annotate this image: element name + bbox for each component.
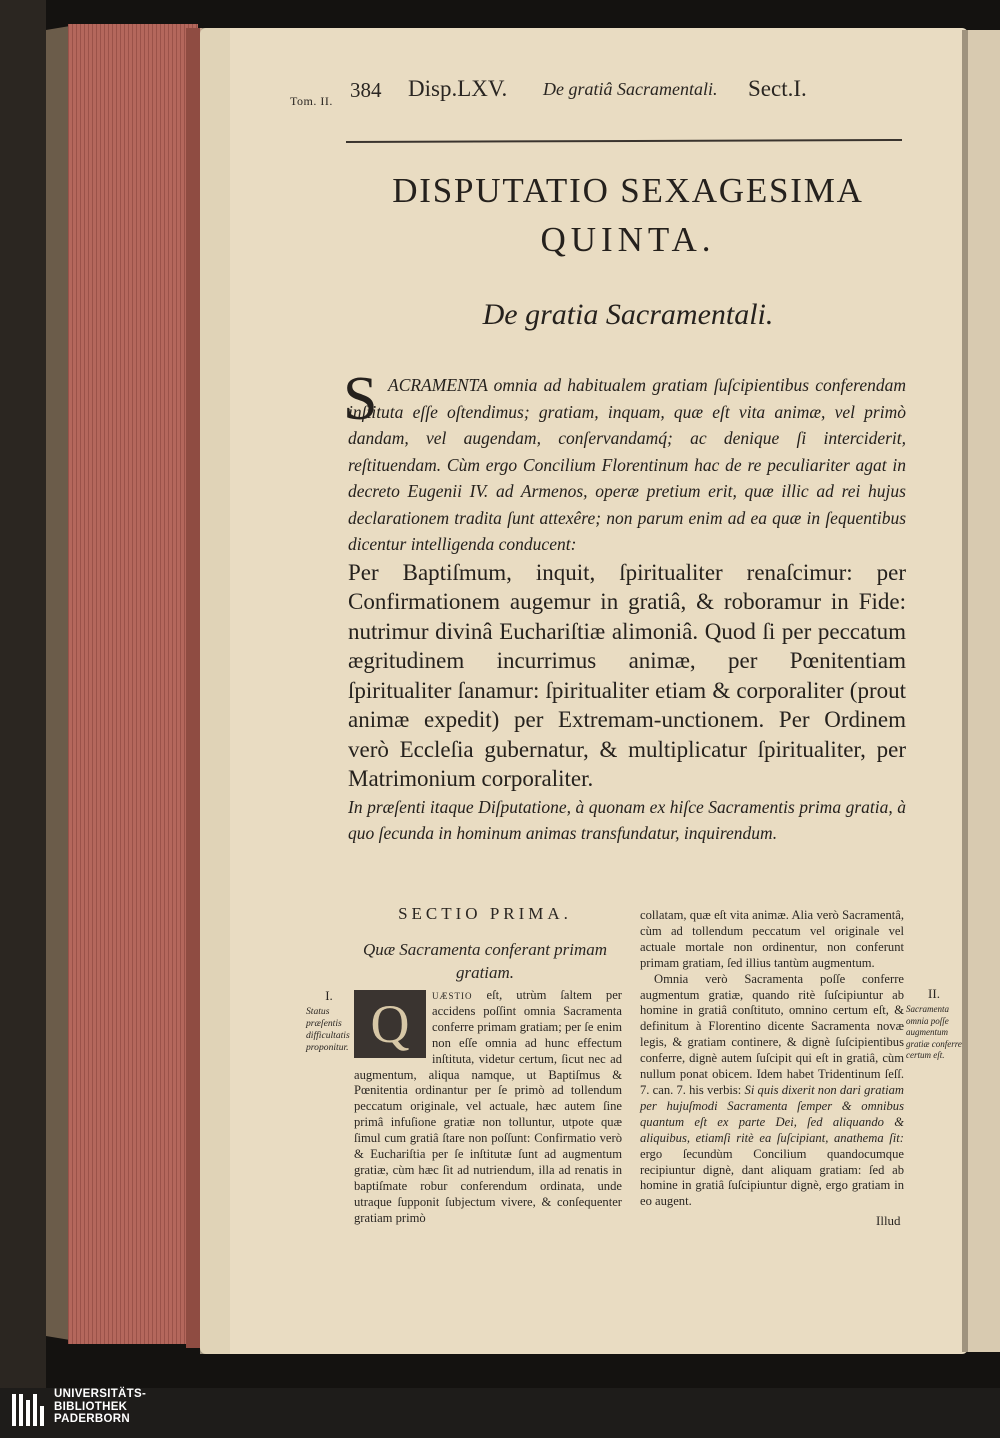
running-head-section: Sect.I. [748,76,807,101]
library-name-line-3: PADERBORN [54,1413,130,1425]
disputation-title [348,168,908,266]
intro-closing-sentence: In præſenti itaque Diſputatione, à quonam ex hiſce Sacramentis prima gratia, à quo ſecunda in hominum animas transfundatur, inquirendum. [348,796,906,843]
right-column [640,908,904,1210]
running-head-disputation: Disp.LXV. [408,76,508,101]
right-column-paragraph-1: collatam, quæ eſt vita animæ. Alia verò Sacramentâ, cùm ad tollendum peccatum vel originale vel actuale mortale non ordinentur, non conferunt primam gratiam, ſed illius tantùm augmentum. [640,908,904,970]
decorated-initial: Q [354,990,426,1058]
catchword: Illud [876,1213,901,1228]
running-head [0,72,1000,112]
left-column [354,988,622,1227]
margin-note-right [906,986,962,1062]
running-head-title: De gratiâ Sacramentali. [543,79,718,99]
page-number: 384 [350,78,382,102]
initial-word-rest: uæstio [432,988,473,1002]
library-logo-text [54,1388,146,1426]
right-column-paragraph-2 [640,972,904,1211]
library-logo [0,1388,200,1438]
library-name-line-1: UNIVERSITÄTS- [54,1388,147,1400]
margin-note-left-number: I. [325,988,333,1003]
right-para2-roman: Omnia verò Sacramenta poſſe conferre augmentum gratiæ, quando ritè ſuſcipiuntur ab homine in gratiâ conſtituto, omnino certum eſt, & definitum à Florentino dicente Sacramenta novæ legis, & gratiam continere, & dignè ſuſcipientibus conferre, dignè autem ſuſcipit qui eſt in gratiâ, cùm nullum ponat obicem. Idem habet Tridentinum ſeſſ. 7. can. 7. his verbis: [640,971,904,1097]
margin-note-right-number: II. [928,986,940,1001]
right-para2-canon-quote: Si quis dixerit non dari gratiam per hujuſmodi Sacramenta ſemper & omnibus quantum eſt ex parte Dei, ſed aliquando & aliquibus, etiamſi ritè ea ſuſcipiant, anathema ſit: [640,1082,904,1145]
right-para2-conclusion: ergo ſecundùm Concilium quandocumque recipiuntur dignè, dant aliquam gratiam: ſed ab homine in gratiâ ſuſcipiuntur dignè, ergo gratiam in eo augent. [640,1146,904,1209]
intro-italic-paragraph: ACRAMENTA omnia ad habitualem gratiam ſuſcipientibus conferendam inſtituta eſſe oſtendimus; gratiam, inquam, quæ eſt vita animæ, vel primò dandam, vel augendam, conſervandamq́; ac denique ſi interciderit, reſtituendam. Cùm ergo Concilium Florentinum hac de re peculiariter agat in decreto Eugenii IV. ad Armenos, operæ pretium erit, quæ illic ad rei hujus declarationem tradita ſunt attexêre; non parum enim ad ea quæ in ſequentibus dicentur intelligenda conducent: [348,375,906,554]
title-line-2: QUINTA. [540,220,716,259]
disputation-subtitle: De gratia Sacramentali. [482,298,774,331]
section-subheading: Quæ Sacramenta conferant primam gratiam. [362,940,608,982]
running-head-tomus: Tom. II. [290,94,333,108]
intro-text-block [348,372,906,847]
title-line-1: DISPUTATIO SEXAGESIMA [392,171,864,210]
margin-note-left-text: Status præſentis difficultatis proponitur. [306,1006,350,1053]
left-column-text: eſt, utrùm ſaltem per accidens poſſint omnia Sacramenta conferre primam gratiam; per ſe enim non eſſe omnia ad hunc effectum inſtituta, videtur certum, ſicut nec ad augmentum, aliqua namque, ut Baptiſmus & Pœnitentia ordinantur per ſe primò ad tollendum peccatum originale, vel actuale, hæc autem ſine primâ infuſione gratiæ non tolluntur, utpote quæ ſimul cum gratiâ ſtare non poſſunt: Confirmatio verò & Euchariſtia per ſe inſtitutæ ſunt ad augmentum gratiæ, cùm hæc ſit ad nutriendum, illa ad renatis in baptiſmate robur conferendum ordinata, unde utraque ſupponit ſubjectum vivere, & conſequenter gratiam primò [354,988,622,1225]
library-name-line-2: BIBLIOTHEK [54,1400,128,1413]
intro-council-quote: Per Baptiſmum, inquit, ſpiritualiter renaſcimur: per Confirmationem augemur in gratiâ, & roboramur in Fide: nutrimur divinâ Euchariſtiæ alimoniâ. Quod ſi per peccatum ægritudinem incurrimus animæ, per Pœnitentiam ſpiritualiter ſanamur: ſpiritualiter etiam & corporaliter (prout animæ expedit) per Extremam-unctionem. Per Ordinem verò Eccleſia gubernatur, & multiplicatur ſpiritualiter, per Matrimonium corporaliter. [348,559,906,791]
section-heading: SECTIO PRIMA. [398,904,572,923]
library-logo-icon [10,1390,46,1430]
margin-note-left [306,988,352,1054]
intro-dropcap: S [343,365,378,433]
margin-note-right-text: Sacramenta omnia poſſe augmentum gratiæ conferre certum eſt. [906,1004,962,1060]
